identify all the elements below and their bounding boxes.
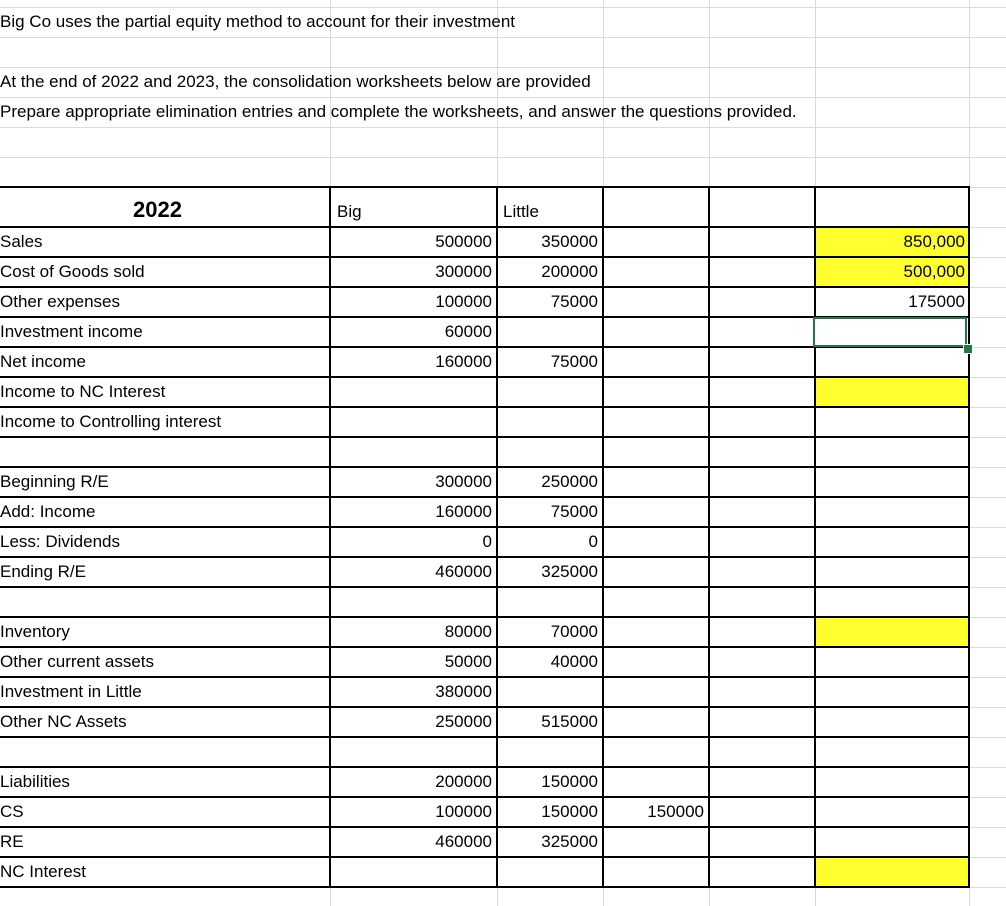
cell-cogs-big[interactable]: 300000 xyxy=(435,262,492,281)
cell-sales-little[interactable]: 350000 xyxy=(541,232,598,251)
cell-re-big[interactable]: 460000 xyxy=(435,832,492,851)
cell-net-income-big[interactable]: 160000 xyxy=(435,352,492,371)
label-add-income: Add: Income xyxy=(0,502,96,521)
cell-investment-income-big[interactable]: 60000 xyxy=(444,322,492,341)
cell-net-income-little[interactable]: 75000 xyxy=(550,352,598,371)
label-beginning-re: Beginning R/E xyxy=(0,472,109,491)
cell-cogs-little[interactable]: 200000 xyxy=(541,262,598,281)
label-other-current-assets: Other current assets xyxy=(0,652,155,671)
label-investment-income: Investment income xyxy=(0,322,143,341)
cell-other-expenses-big[interactable]: 100000 xyxy=(435,292,492,311)
label-cs: CS xyxy=(0,802,24,821)
cell-beginning-re-little[interactable]: 250000 xyxy=(541,472,598,491)
cell-sales-consolidated[interactable]: 850,000 xyxy=(903,232,965,251)
label-liabilities: Liabilities xyxy=(0,772,70,791)
intro-line-2: At the end of 2022 and 2023, the consolidation worksheets below are provided xyxy=(0,72,591,91)
cell-dividends-big[interactable]: 0 xyxy=(482,532,492,551)
intro-line-3: Prepare appropriate elimination entries and complete the worksheets, and answer the questions provided. xyxy=(0,102,797,121)
cell-re-little[interactable]: 325000 xyxy=(541,832,598,851)
cell-investment-in-little-big[interactable]: 380000 xyxy=(435,682,492,701)
label-other-nc-assets: Other NC Assets xyxy=(0,712,127,731)
cell-oca-little[interactable]: 40000 xyxy=(550,652,598,671)
header-little: Little xyxy=(503,202,539,221)
cell-cogs-consolidated[interactable]: 500,000 xyxy=(903,262,965,281)
highlight-nci-balance[interactable] xyxy=(815,858,969,887)
cell-liabilities-little[interactable]: 150000 xyxy=(541,772,598,791)
cell-other-expenses-consolidated[interactable]: 175000 xyxy=(908,292,965,311)
cell-cs-big[interactable]: 100000 xyxy=(435,802,492,821)
label-inventory: Inventory xyxy=(0,622,70,641)
header-big: Big xyxy=(337,202,362,221)
fill-handle[interactable] xyxy=(963,344,973,354)
selected-cell[interactable] xyxy=(813,317,967,347)
cell-beginning-re-big[interactable]: 300000 xyxy=(435,472,492,491)
cell-cs-elimination[interactable]: 150000 xyxy=(647,802,704,821)
cell-liabilities-big[interactable]: 200000 xyxy=(435,772,492,791)
label-income-nc-interest: Income to NC Interest xyxy=(0,382,166,401)
highlight-nci-income[interactable] xyxy=(815,378,969,407)
cell-other-nc-assets-little[interactable]: 515000 xyxy=(541,712,598,731)
label-sales: Sales xyxy=(0,232,43,251)
label-nc-interest: NC Interest xyxy=(0,862,86,881)
cell-add-income-big[interactable]: 160000 xyxy=(435,502,492,521)
worksheet-year: 2022 xyxy=(133,197,182,222)
cell-other-expenses-little[interactable]: 75000 xyxy=(550,292,598,311)
label-cogs: Cost of Goods sold xyxy=(0,262,145,281)
cell-other-nc-assets-big[interactable]: 250000 xyxy=(435,712,492,731)
cell-sales-big[interactable]: 500000 xyxy=(435,232,492,251)
label-less-dividends: Less: Dividends xyxy=(0,532,121,551)
highlight-inventory-consolidated[interactable] xyxy=(815,618,969,647)
cell-inventory-big[interactable]: 80000 xyxy=(444,622,492,641)
cell-add-income-little[interactable]: 75000 xyxy=(550,502,598,521)
cell-inventory-little[interactable]: 70000 xyxy=(550,622,598,641)
label-net-income: Net income xyxy=(0,352,86,371)
cell-ending-re-little[interactable]: 325000 xyxy=(541,562,598,581)
label-investment-in-little: Investment in Little xyxy=(0,682,142,701)
intro-line-1: Big Co uses the partial equity method to account for their investment xyxy=(0,12,515,31)
cell-ending-re-big[interactable]: 460000 xyxy=(435,562,492,581)
label-re: RE xyxy=(0,832,24,851)
cell-oca-big[interactable]: 50000 xyxy=(444,652,492,671)
label-income-controlling-interest: Income to Controlling interest xyxy=(0,412,222,431)
cell-cs-little[interactable]: 150000 xyxy=(541,802,598,821)
label-other-expenses: Other expenses xyxy=(0,292,121,311)
label-ending-re: Ending R/E xyxy=(0,562,86,581)
cell-dividends-little[interactable]: 0 xyxy=(588,532,598,551)
